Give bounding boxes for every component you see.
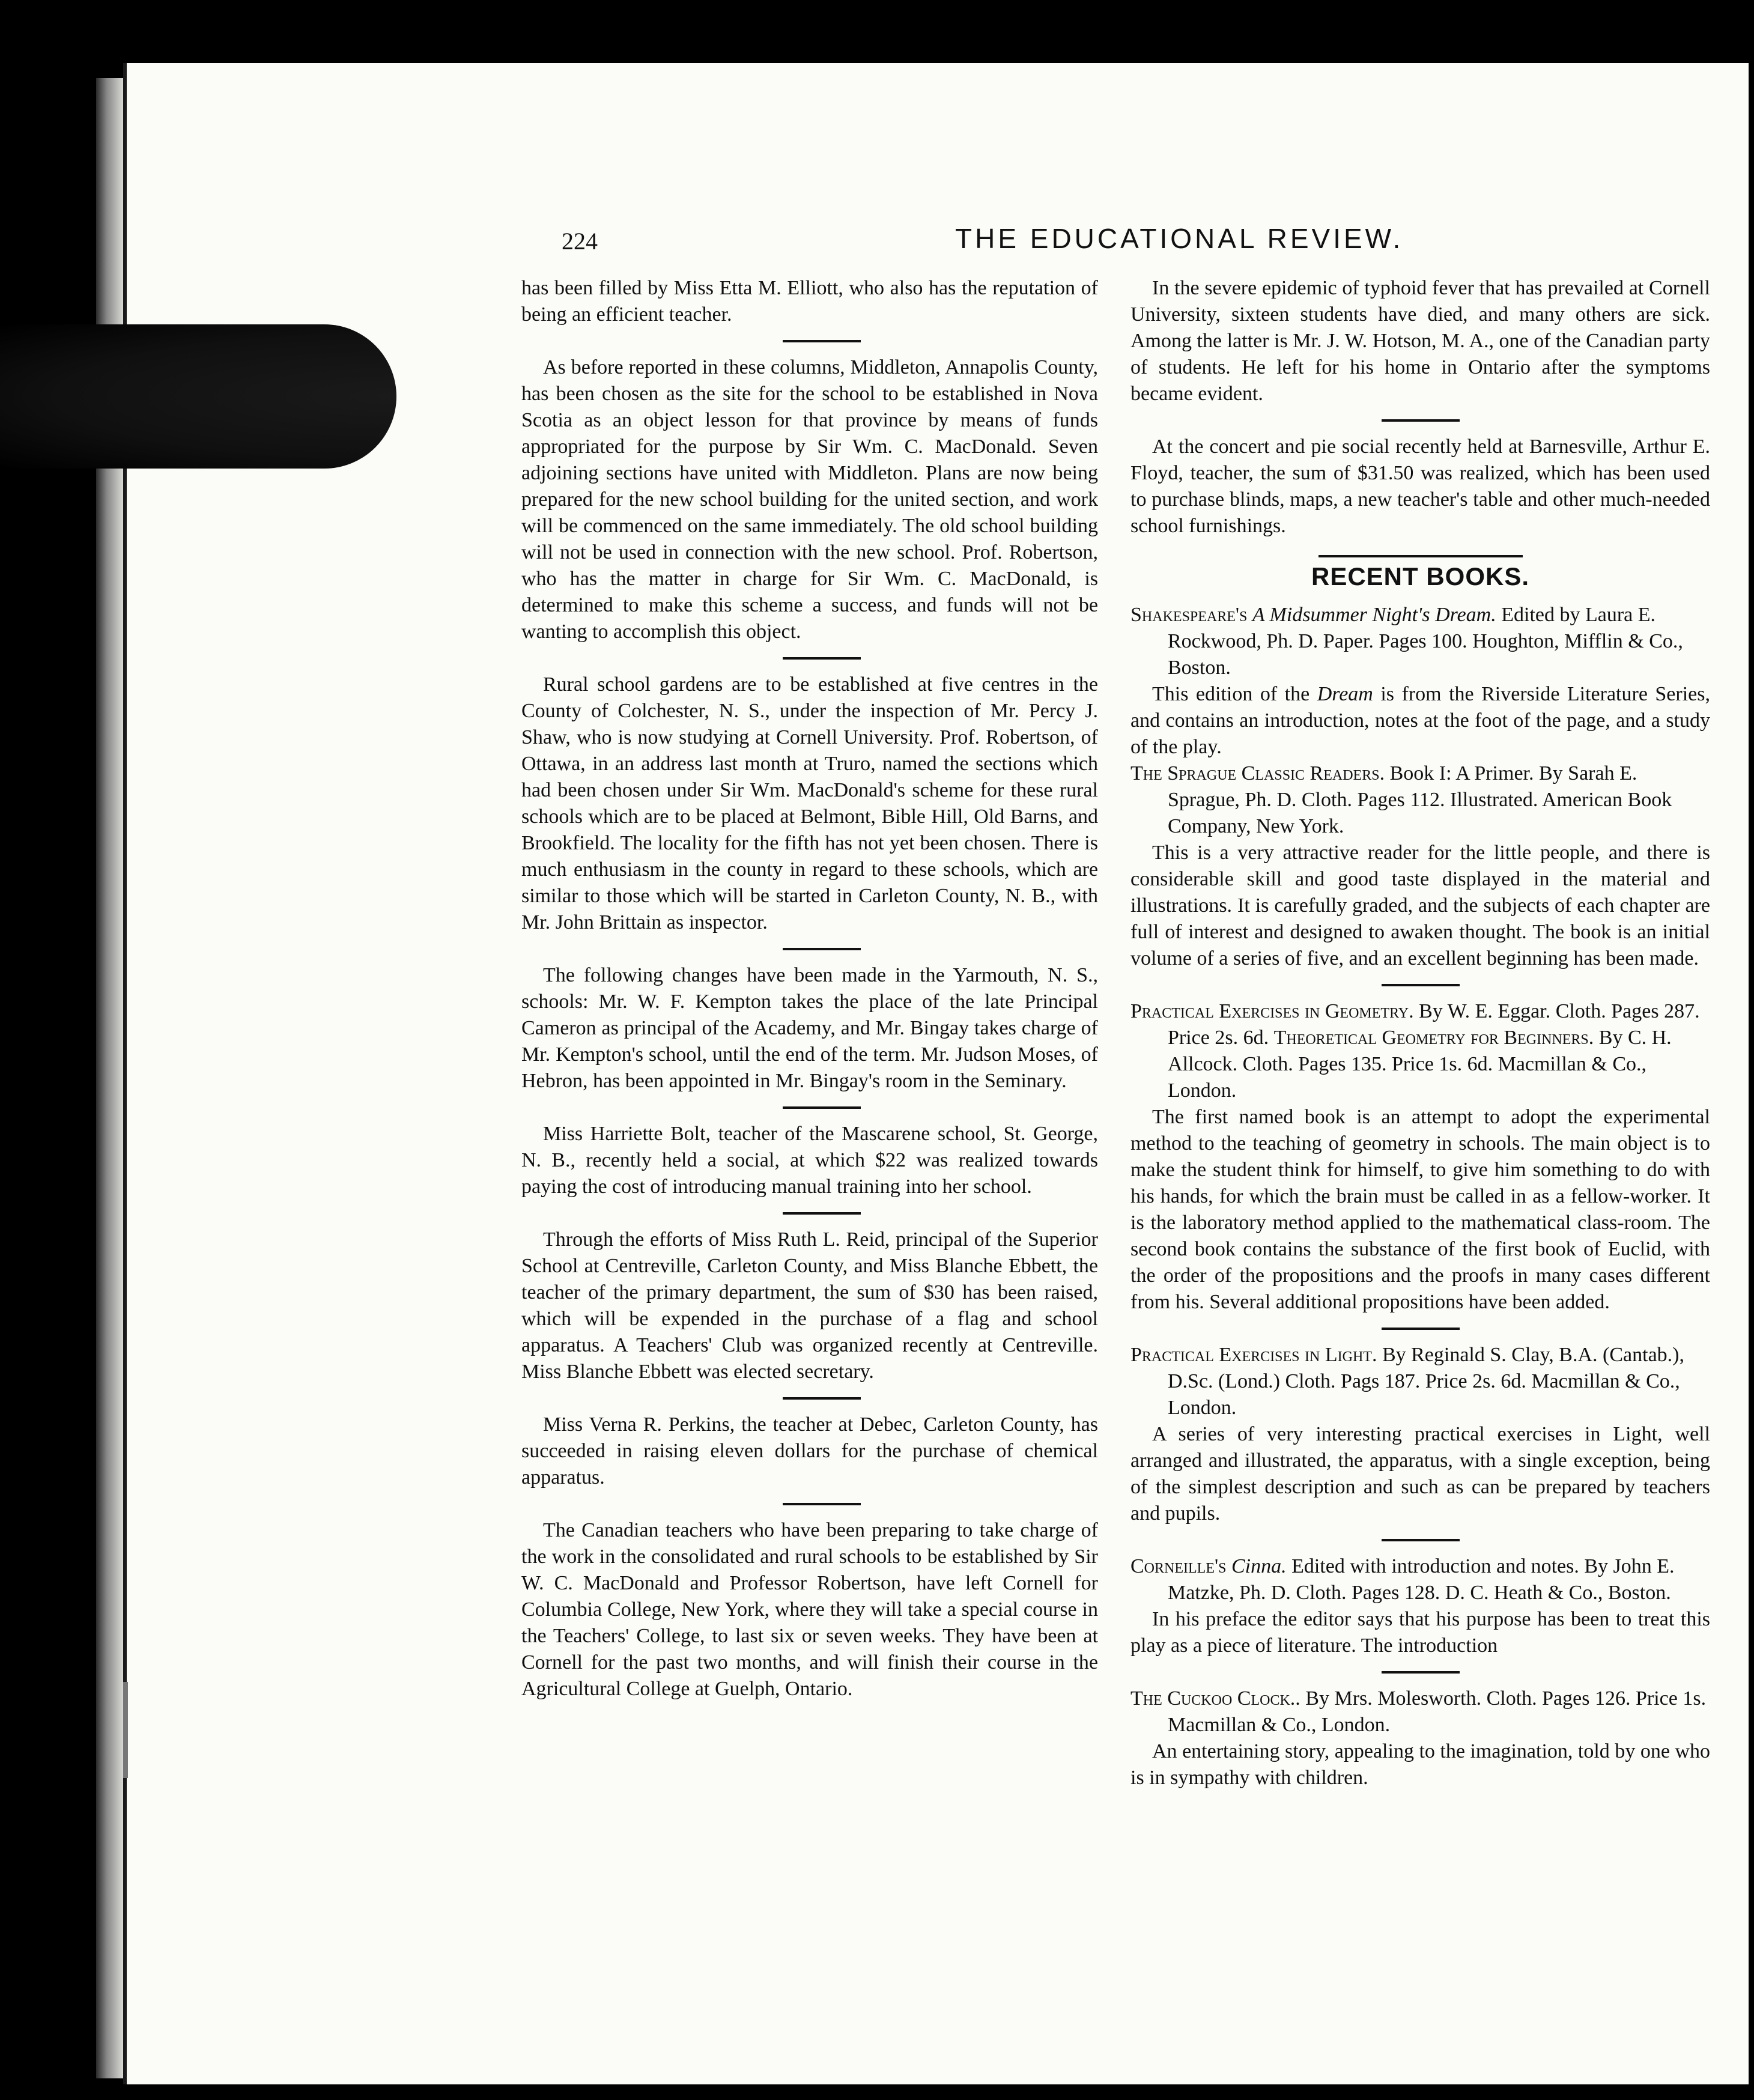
page-number: 224 (562, 228, 598, 255)
separator-rule (1382, 1328, 1460, 1330)
section-rule (1319, 555, 1523, 557)
book-citation: Corneille's Cinna. Edited with introduction and notes. By John E. Matzke, Ph. D. Cloth. Pages 128. D. C. Heath & Co., Boston. (1130, 1555, 1675, 1604)
book-entry (1130, 1342, 1710, 1527)
right-column (1130, 275, 1710, 1791)
separator-rule (1382, 984, 1460, 986)
binding-mark (123, 1682, 128, 1778)
book-review: An entertaining story, appealing to the imagination, told by one who is in sympathy with children. (1130, 1740, 1710, 1789)
separator-rule (783, 340, 861, 342)
section-title: RECENT BOOKS. (1311, 562, 1530, 590)
book-citation: The Sprague Classic Readers. Book I: A Primer. By Sarah E. Sprague, Ph. D. Cloth. Pages 112. Illustrated. American Book Company, New York. (1130, 762, 1672, 837)
book-review: In his preface the editor says that his purpose has been to treat this play as a piece of literature. The introduction (1130, 1608, 1710, 1657)
left-column (521, 275, 1098, 1702)
separator-rule (783, 1106, 861, 1109)
separator-rule (783, 1397, 861, 1400)
book-entry (1130, 760, 1710, 972)
separator-rule (783, 1503, 861, 1505)
left-paragraph-1: has been filled by Miss Etta M. Elliott, who also has the reputation of being an efficient teacher. (521, 277, 1098, 326)
book-citation: The Cuckoo Clock.. By Mrs. Molesworth. Cloth. Pages 126. Price 1s. Macmillan & Co., London. (1130, 1687, 1707, 1736)
book-entry (1130, 1553, 1710, 1659)
thumb-shadow (0, 324, 396, 469)
left-paragraph-6: Through the efforts of Miss Ruth L. Reid, principal of the Superior School at Centreville, Carleton County, and Miss Blanche Ebbett, the teacher of the primary department, the sum of $30 has been raised, which will be expended in the purchase of a flag and school apparatus. A Teachers' Club was organized recently at Centreville. Miss Blanche Ebbett was elected secretary. (521, 1228, 1098, 1383)
left-paragraph-2: As before reported in these columns, Middleton, Annapolis County, has been chosen as the site for the school to be established in Nova Scotia as an object lesson for that province by means of funds appropriated for the purpose by Sir Wm. C. MacDonald. Seven adjoining sections have united with Middleton. Plans are now being prepared for the new school building for the united section, and work will be commenced on the same immediately. The old school building will not be used in connection with the new school. Prof. Robertson, who has the matter in charge for Sir Wm. C. MacDonald, is determined to make this scheme a success, and funds will not be wanting to accomplish this object. (521, 356, 1098, 643)
separator-rule (783, 948, 861, 950)
book-entry (1130, 1686, 1710, 1791)
book-entry (1130, 998, 1710, 1316)
left-paragraph-7: Miss Verna R. Perkins, the teacher at Debec, Carleton County, has succeeded in raising eleven dollars for the purchase of chemical apparatus. (521, 1413, 1098, 1489)
separator-rule (1382, 1671, 1460, 1674)
left-paragraph-4: The following changes have been made in the Yarmouth, N. S., schools: Mr. W. F. Kempton takes the place of the late Principal Cameron as principal of the Academy, and Mr. Bingay takes charge of Mr. Kempton's school, until the end of the term. Mr. Judson Moses, of Hebron, has been appointed in Mr. Bingay's room in the Seminary. (521, 964, 1098, 1092)
book-review: The first named book is an attempt to adopt the experimental method to the teaching of geometry in schools. The main object is to make the student think for himself, to give him something to do with his hands, for which the brain must be called in as a fellow-worker. It is the laboratory method applied to the mathematical class-room. The second book contains the substance of the first book of Euclid, with the order of the propositions and the proofs in many cases different from his. Several additional propositions have been added. (1130, 1106, 1710, 1313)
book-citation: Shakespeare's A Midsummer Night's Dream. Edited by Laura E. Rockwood, Ph. D. Paper. Pages 100. Houghton, Mifflin & Co., Boston. (1130, 604, 1683, 679)
separator-rule (783, 657, 861, 660)
left-paragraph-3: Rural school gardens are to be established at five centres in the County of Colchester, N. S., under the inspection of Mr. Percy J. Shaw, who is now studying at Cornell University. Prof. Robertson, of Ottawa, in an address last month at Truro, named the sections which had been chosen under Sir Wm. MacDonald's scheme for these rural schools which are to be placed at Belmont, Bible Hill, Old Barns, and Brookfield. The locality for the fifth has not yet been chosen. There is much enthusiasm in the county in regard to these schools, which are similar to those which will be started in Carleton County, N. B., with Mr. John Brittain as inspector. (521, 673, 1098, 933)
book-review: A series of very interesting practical exercises in Light, well arranged and illustrated, the apparatus, with a single exception, being of the simplest description and such as can be prepared by teachers and pupils. (1130, 1423, 1710, 1525)
book-citation: Practical Exercises in Geometry. By W. E. Eggar. Cloth. Pages 287. Price 2s. 6d. Theoretical Geometry for Beginners. By C. H. Allcock. Cloth. Pages 135. Price 1s. 6d. Macmillan & Co., London. (1130, 1000, 1700, 1102)
separator-rule (783, 1212, 861, 1215)
book-review: This is a very attractive reader for the little people, and there is considerable skill and good taste displayed in the material and illustrations. It is carefully graded, and the subjects of each chapter are full of interest and designed to awaken thought. The book is an initial volume of a series of five, and an excellent beginning has been made. (1130, 842, 1710, 970)
running-head: THE EDUCATIONAL REVIEW. (955, 223, 1404, 254)
separator-rule (1382, 419, 1460, 422)
book-citation: Practical Exercises in Light. By Reginald S. Clay, B.A. (Cantab.), D.Sc. (Lond.) Cloth. Pags 187. Price 2s. 6d. Macmillan & Co., London. (1130, 1344, 1684, 1419)
separator-rule (1382, 1539, 1460, 1541)
book-entry (1130, 602, 1710, 760)
book-review: This edition of the Dream is from the Riverside Literature Series, and contains an introduction, notes at the foot of the page, and a study of the play. (1130, 683, 1710, 758)
right-news-1: In the severe epidemic of typhoid fever that has prevailed at Cornell University, sixteen students have died, and many others are sick. Among the latter is Mr. J. W. Hotson, M. A., one of the Canadian party of students. He left for his home in Ontario after the symptoms became evident. (1130, 277, 1710, 405)
right-news-2: At the concert and pie social recently held at Barnesville, Arthur E. Floyd, teacher, the sum of $31.50 was realized, which has been used to purchase blinds, maps, a new teacher's table and other much-needed school furnishings. (1130, 435, 1710, 537)
left-paragraph-5: Miss Harriette Bolt, teacher of the Mascarene school, St. George, N. B., recently held a social, at which $22 was realized towards paying the cost of introducing manual training into her school. (521, 1123, 1098, 1198)
left-paragraph-8: The Canadian teachers who have been preparing to take charge of the work in the consolidated and rural schools to be established by Sir W. C. MacDonald and Professor Robertson, have left Cornell for Columbia College, New York, where they will take a special course in the Teachers' College, to last six or seven weeks. They have been at Cornell for the past two months, and will finish their course in the Agricultural College at Guelph, Ontario. (521, 1519, 1098, 1700)
